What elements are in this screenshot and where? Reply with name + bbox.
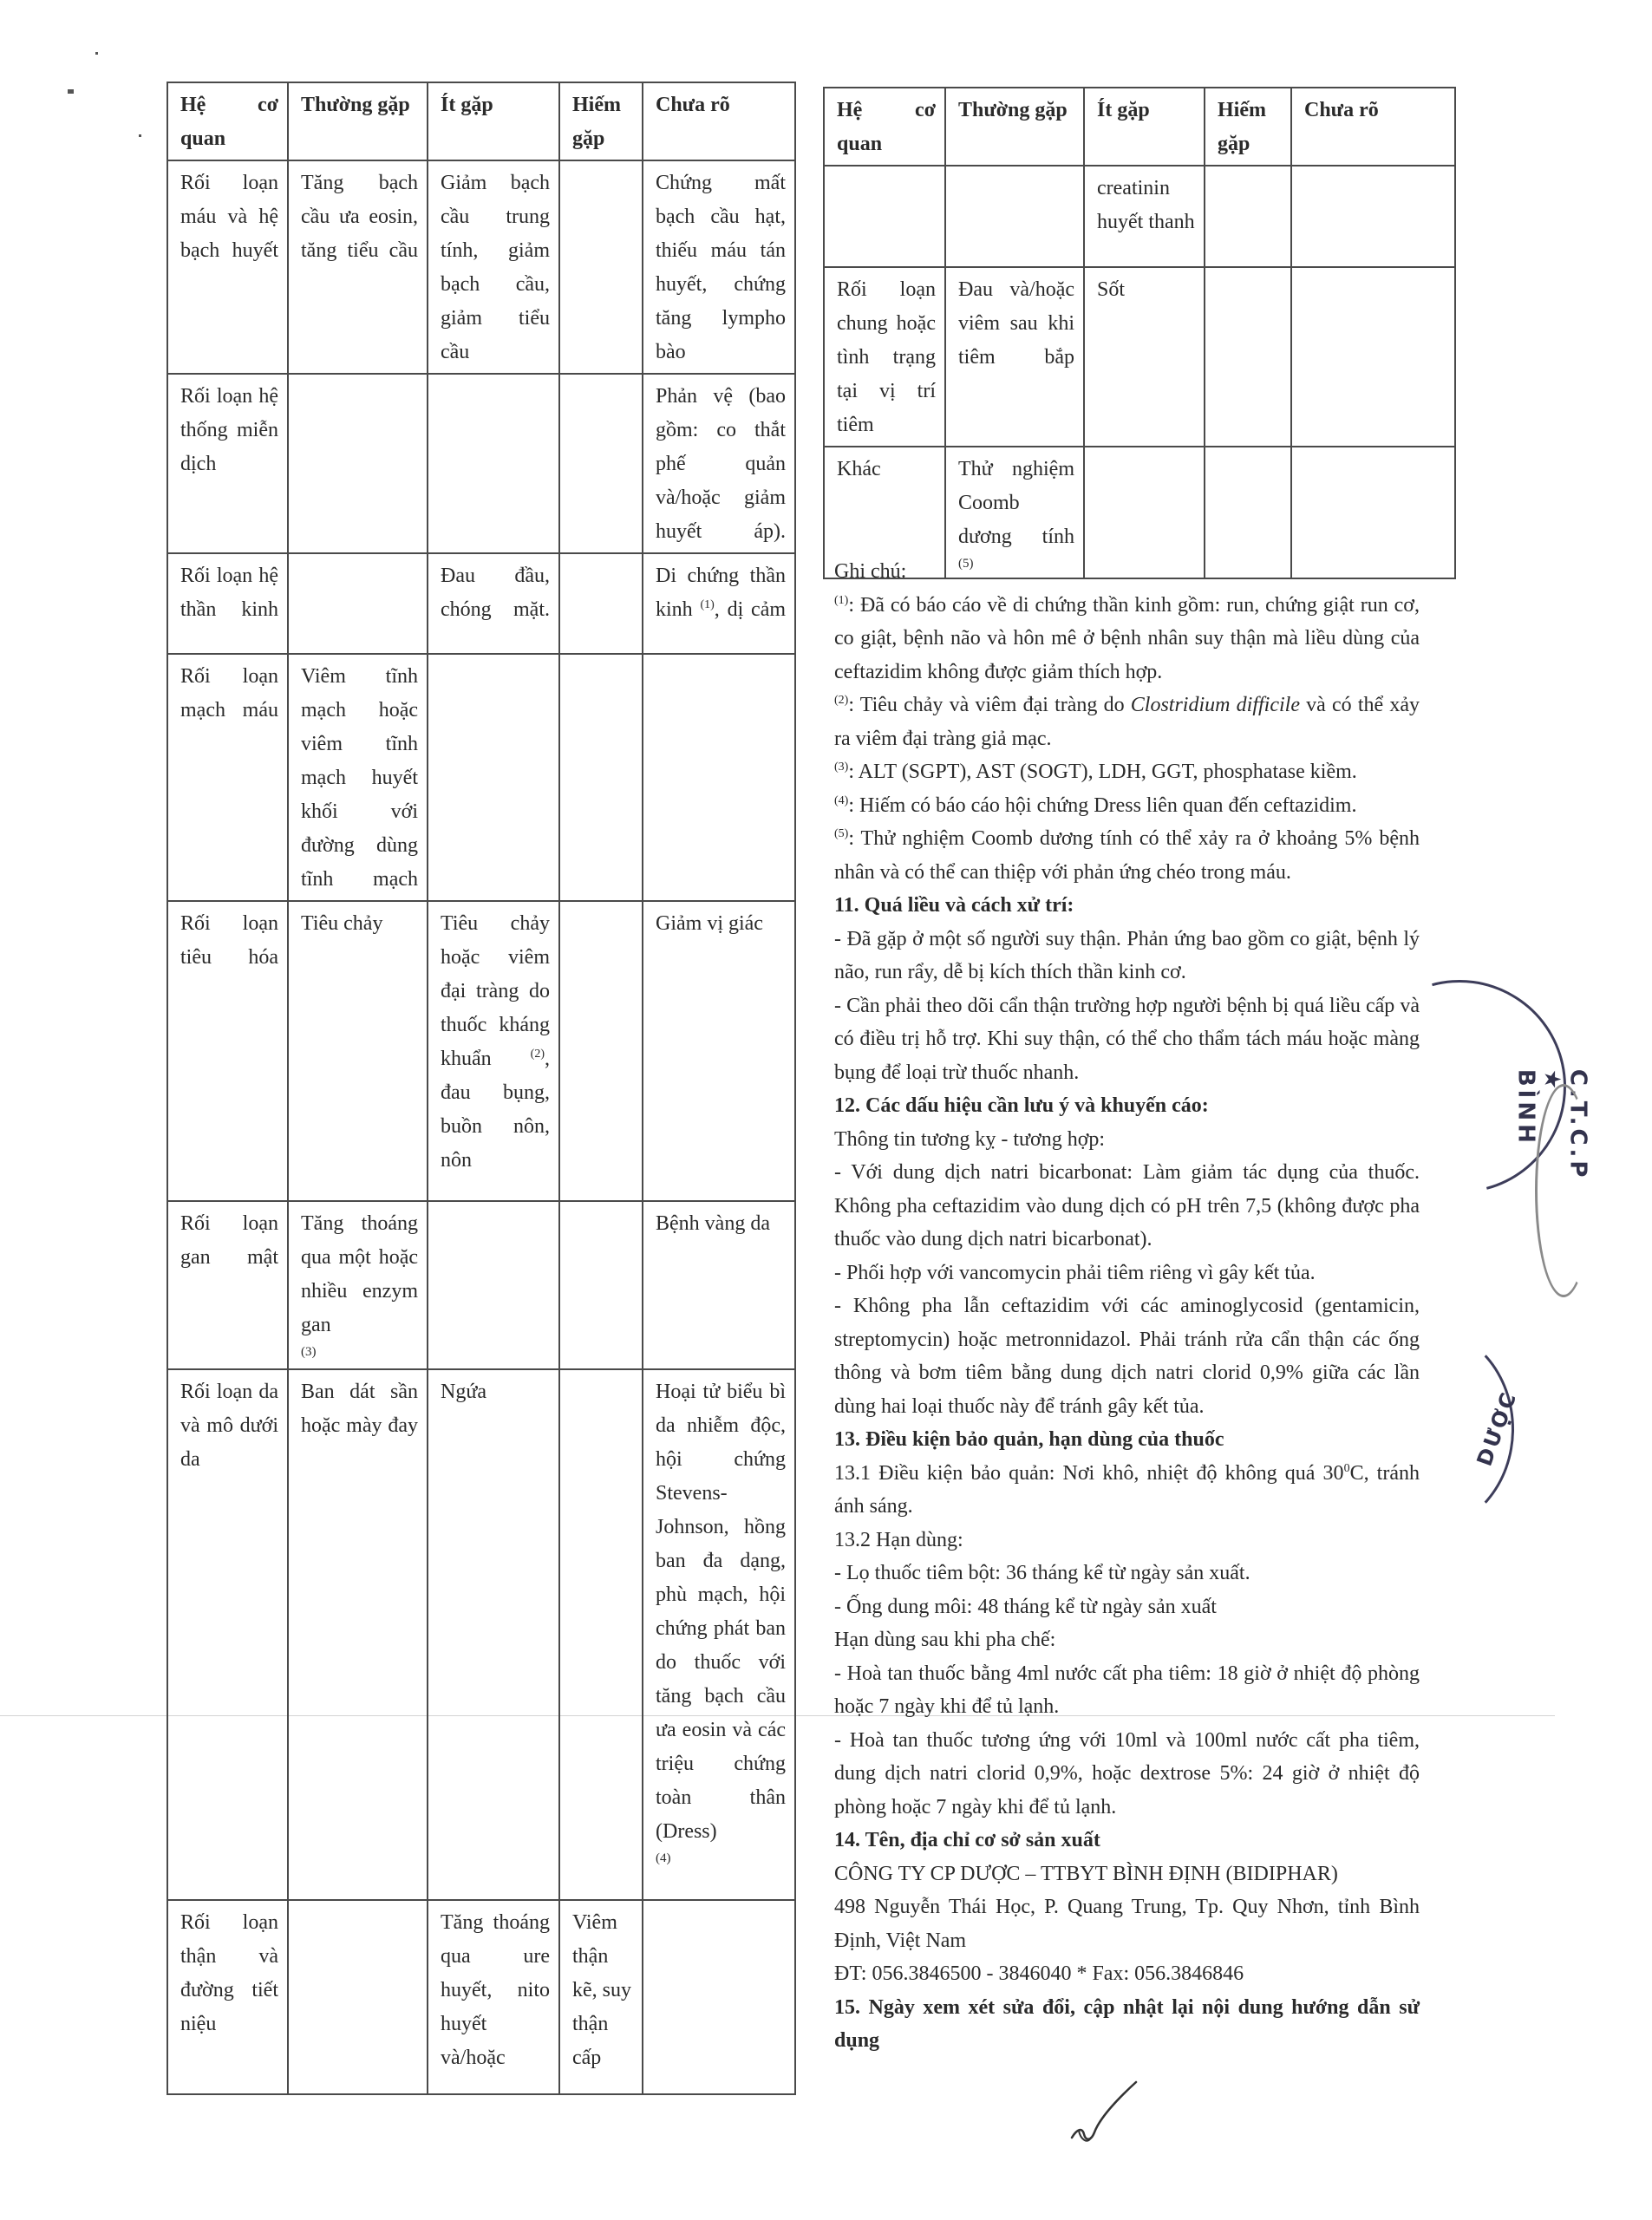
header-rare: Hiếm gặp (559, 82, 643, 160)
section-13-paragraph: - Hoà tan thuốc bằng 4ml nước cất pha tiêm: 18 giờ ở nhiệt độ phòng hoặc 7 ngày khi để tủ lạnh. (834, 1662, 1420, 1718)
right-column-text (834, 555, 1420, 2058)
note-text: : ALT (SGPT), AST (SOGT), LDH, GGT, phosphatase kiềm. (848, 761, 1357, 783)
common-cell (945, 166, 1084, 267)
table-row (167, 1201, 795, 1369)
section-13-paragraph: - Lọ thuốc tiêm bột: 36 tháng kể từ ngày sản xuất. (834, 1562, 1250, 1584)
unknown-cell (643, 1369, 795, 1900)
table-row (167, 901, 795, 1201)
uncommon-cell (428, 1201, 559, 1369)
section-12-paragraph: - Với dung dịch natri bicarbonat: Làm giảm tác dụng của thuốc. Không pha ceftazidim vào dung dịch có pH trên 7,5 (không được pha thuốc vào dung dịch natri bicarbonat). (834, 1161, 1420, 1250)
footnote-marker: (5) (958, 557, 974, 571)
footnote-marker: (2) (530, 1048, 545, 1061)
common-cell: Đau và/hoặc viêm sau khi tiêm bắp (945, 267, 1084, 447)
common-cell (288, 553, 428, 654)
note-text: : Đã có báo cáo về di chứng thần kinh gồm: run, chứng giật run cơ, co giật, bệnh não và hôn mê ở bệnh nhân suy thận mà liều dùng của ceftazidim không được giảm thích hợp. (834, 593, 1420, 683)
company-phone: ĐT: 056.3846500 - 3846040 * Fax: 056.3846846 (834, 1962, 1244, 1985)
footnote-marker: (1) (700, 598, 715, 611)
uncommon-cell: Sốt (1084, 267, 1205, 447)
company-address: 498 Nguyễn Thái Học, P. Quang Trung, Tp. Quy Nhơn, tỉnh Bình Định, Việt Nam (834, 1896, 1420, 1952)
uncommon-cell (428, 654, 559, 901)
rare-cell (559, 1201, 643, 1369)
section-15-heading: 15. Ngày xem xét sửa đổi, cập nhật lại nội dung hướng dẫn sử dụng (834, 1995, 1420, 2052)
header-common: Thường gặp (945, 88, 1084, 166)
footnote-marker: (5) (834, 827, 849, 840)
organ-cell: Khác (824, 447, 945, 578)
organ-cell: Rối loạn máu và hệ bạch huyết (167, 160, 288, 374)
footnote-marker: (4) (834, 793, 849, 807)
table-row (167, 654, 795, 901)
uncommon-text-tail: , đau bụng, buồn nôn, nôn (441, 1048, 550, 1172)
header-unknown: Chưa rõ (1291, 88, 1455, 166)
organ-cell: Rối loạn chung hoặc tình trạng tại vị trí tiêm (824, 267, 945, 447)
storage-text-tail: C, tránh ánh sáng. (834, 1461, 1420, 1518)
header-uncommon: Ít gặp (428, 82, 559, 160)
uncommon-cell: creatinin huyết thanh (1084, 166, 1205, 267)
header-unknown: Chưa rõ (643, 82, 795, 160)
unknown-text: Hoại tử biểu bì da nhiễm độc, hội chứng Stevens-Johnson, hồng ban đa dạng, phù mạch, hội chứng phát ban do thuốc với tăng bạch cầu ưa eosin và các triệu chứng toàn thân (Dress) (656, 1381, 786, 1843)
footnote-marker: (3) (301, 1345, 317, 1359)
table-row (167, 553, 795, 654)
section-12-heading: 12. Các dấu hiệu cần lưu ý và khuyến cáo: (834, 1094, 1209, 1117)
unknown-cell: Phản vệ (bao gồm: co thắt phế quản và/hoặc giảm huyết áp). (643, 374, 795, 553)
uncommon-cell: Đau đầu, chóng mặt. (428, 553, 559, 654)
uncommon-text: Tiêu chảy hoặc viêm đại tràng do thuốc kháng khuẩn (441, 912, 550, 1070)
scan-speck (139, 134, 141, 137)
section-11-paragraph: - Cần phải theo dõi cẩn thận trường hợp người bệnh bị quá liều cấp và có điều trị hỗ trợ. Khi suy thận, có thể cho thẩm tách máu hoặc màng bụng để loại trừ thuốc nhanh. (834, 994, 1420, 1084)
section-13-paragraph: - Hoà tan thuốc tương ứng với 10ml và 100ml nước cất pha tiêm, dung dịch natri clorid 0,9%, hoặc dextrose 5%: 24 giờ ở nhiệt độ phòng hoặc 7 ngày khi để tủ lạnh. (834, 1728, 1420, 1818)
unknown-cell (643, 553, 795, 654)
uncommon-cell: Giảm bạch cầu trung tính, giảm bạch cầu, giảm tiểu cầu (428, 160, 559, 374)
rare-cell (559, 374, 643, 553)
section-13-paragraph: - Ống dung môi: 48 tháng kể từ ngày sản xuất (834, 1595, 1217, 1618)
rare-cell (1205, 166, 1291, 267)
rare-cell (559, 553, 643, 654)
section-12-paragraph: Thông tin tương kỵ - tương hợp: (834, 1127, 1106, 1151)
note-1 (834, 589, 1420, 689)
section-12-paragraph: - Không pha lẫn ceftazidim với các aminoglycosid (gentamicin, streptomycin) hoặc metronnidazol. Phải tránh rửa cẩn thận các ống thông và bơm tiêm bằng dung dịch natri clorid 0,9% giữa các lần dùng hai loại thuốc này để tránh gây kết tủa. (834, 1295, 1420, 1418)
header-organ: Hệ cơ quan (167, 82, 288, 160)
rare-cell: Viêm thận kẽ, suy thận cấp (559, 1900, 643, 2094)
section-13-heading: 13. Điều kiện bảo quản, hạn dùng của thuốc (834, 1428, 1224, 1451)
note-4 (834, 789, 1420, 823)
section-13-paragraph: Hạn dùng sau khi pha chế: (834, 1629, 1056, 1651)
table-row (167, 160, 795, 374)
common-cell: Tăng bạch cầu ưa eosin, tăng tiểu cầu (288, 160, 428, 374)
table-row (167, 1900, 795, 2094)
degree-superscript: 0 (1343, 1461, 1350, 1475)
table-row (167, 1369, 795, 1900)
uncommon-cell (428, 374, 559, 553)
unknown-cell (1291, 267, 1455, 447)
unknown-cell (643, 654, 795, 901)
uncommon-cell (428, 901, 559, 1201)
table-row (167, 374, 795, 553)
footnote-marker: (1) (834, 593, 849, 607)
rare-cell (559, 160, 643, 374)
rare-cell (559, 901, 643, 1201)
section-14-heading: 14. Tên, địa chỉ cơ sở sản xuất (834, 1829, 1100, 1851)
section-13-paragraph (834, 1457, 1420, 1524)
unknown-cell (1291, 166, 1455, 267)
section-13-paragraph: 13.2 Hạn dùng: (834, 1528, 963, 1551)
unknown-cell (643, 1900, 795, 2094)
common-text: Thử nghiệm Coomb dương tính (958, 458, 1074, 548)
organ-cell (824, 166, 945, 267)
organ-cell: Rối loạn tiêu hóa (167, 901, 288, 1201)
table-header-row (824, 88, 1455, 166)
uncommon-cell: Tăng thoáng qua ure huyết, nito huyết và/hoặc (428, 1900, 559, 2094)
table-header-row (167, 82, 795, 160)
header-organ: Hệ cơ quan (824, 88, 945, 166)
unknown-cell: Chứng mất bạch cầu hạt, thiếu máu tán huyết, chứng tăng lympho bào (643, 160, 795, 374)
table-row (824, 267, 1455, 447)
organ-cell: Rối loạn da và mô dưới da (167, 1369, 288, 1900)
unknown-cell: Bệnh vàng da (643, 1201, 795, 1369)
note-text: và có thể xảy ra viêm đại tràng giả mạc. (834, 694, 1420, 750)
adverse-effects-table-right (823, 87, 1456, 579)
note-text: : Hiếm có báo cáo hội chứng Dress liên quan đến ceftazidim. (848, 793, 1357, 817)
stamp-text: DƯỢC (1472, 1387, 1522, 1470)
common-cell: Viêm tĩnh mạch hoặc viêm tĩnh mạch huyết khối với đường dùng tĩnh mạch (288, 654, 428, 901)
note-text: : Tiêu chảy và viêm đại tràng do (848, 694, 1131, 716)
section-11-heading: 11. Quá liều và cách xử trí: (834, 894, 1074, 917)
common-cell (288, 1201, 428, 1369)
note-text: : Thử nghiệm Coomb dương tính có thể xảy ra ở khoảng 5% bệnh nhân và có thể can thiệp với phản ứng chéo trong máu. (834, 827, 1420, 884)
footnote-marker: (2) (834, 694, 849, 707)
section-12-paragraph: - Phối hợp với vancomycin phải tiêm riêng vì gây kết tủa. (834, 1261, 1316, 1284)
footnote-marker: (4) (656, 1851, 671, 1865)
note-italic-text: Clostridium difficile (1130, 694, 1300, 716)
notes-title: Ghi chú: (834, 560, 907, 583)
table-row (824, 166, 1455, 267)
common-cell (288, 374, 428, 553)
unknown-text: Di chứng thần kinh (656, 565, 786, 621)
stamp-text: C.T.C.P ★ BÌNH (1512, 1068, 1591, 1181)
company-stamp-bottom (1335, 1327, 1522, 1531)
common-cell: Tiêu chảy (288, 901, 428, 1201)
header-rare: Hiếm gặp (1205, 88, 1291, 166)
company-name: CÔNG TY CP DƯỢC – TTBYT BÌNH ĐỊNH (BIDIPHAR) (834, 1862, 1338, 1885)
organ-cell: Rối loạn hệ thần kinh (167, 553, 288, 654)
adverse-effects-table-left (167, 82, 796, 2095)
note-2 (834, 689, 1420, 755)
uncommon-cell: Ngứa (428, 1369, 559, 1900)
header-common: Thường gặp (288, 82, 428, 160)
note-3 (834, 755, 1420, 789)
common-cell: Ban dát sần hoặc mày đay (288, 1369, 428, 1900)
note-5 (834, 822, 1420, 889)
unknown-text-tail: , dị cảm (714, 598, 787, 621)
rare-cell (559, 654, 643, 901)
unknown-cell: Giảm vị giác (643, 901, 795, 1201)
signature-mark (1065, 2077, 1143, 2155)
section-11-paragraph: - Đã gặp ở một số người suy thận. Phản ứng bao gồm co giật, bệnh lý não, run rẩy, dễ bị kích thích thần kinh cơ. (834, 927, 1420, 983)
common-text: Tăng thoáng qua một hoặc nhiều enzym gan (301, 1212, 418, 1336)
organ-cell: Rối loạn gan mật (167, 1201, 288, 1369)
rare-cell (559, 1369, 643, 1900)
organ-cell: Rối loạn hệ thống miễn dịch (167, 374, 288, 553)
header-uncommon: Ít gặp (1084, 88, 1205, 166)
organ-cell: Rối loạn mạch máu (167, 654, 288, 901)
storage-text: 13.1 Điều kiện bảo quản: Nơi khô, nhiệt độ không quá 30 (834, 1461, 1344, 1485)
scan-speck (68, 89, 74, 94)
organ-cell: Rối loạn thận và đường tiết niệu (167, 1900, 288, 2094)
edge-stamp-arc (1535, 1084, 1592, 1297)
footnote-marker: (3) (834, 761, 849, 774)
common-cell (288, 1900, 428, 2094)
rare-cell (1205, 267, 1291, 447)
scan-speck (95, 52, 98, 55)
